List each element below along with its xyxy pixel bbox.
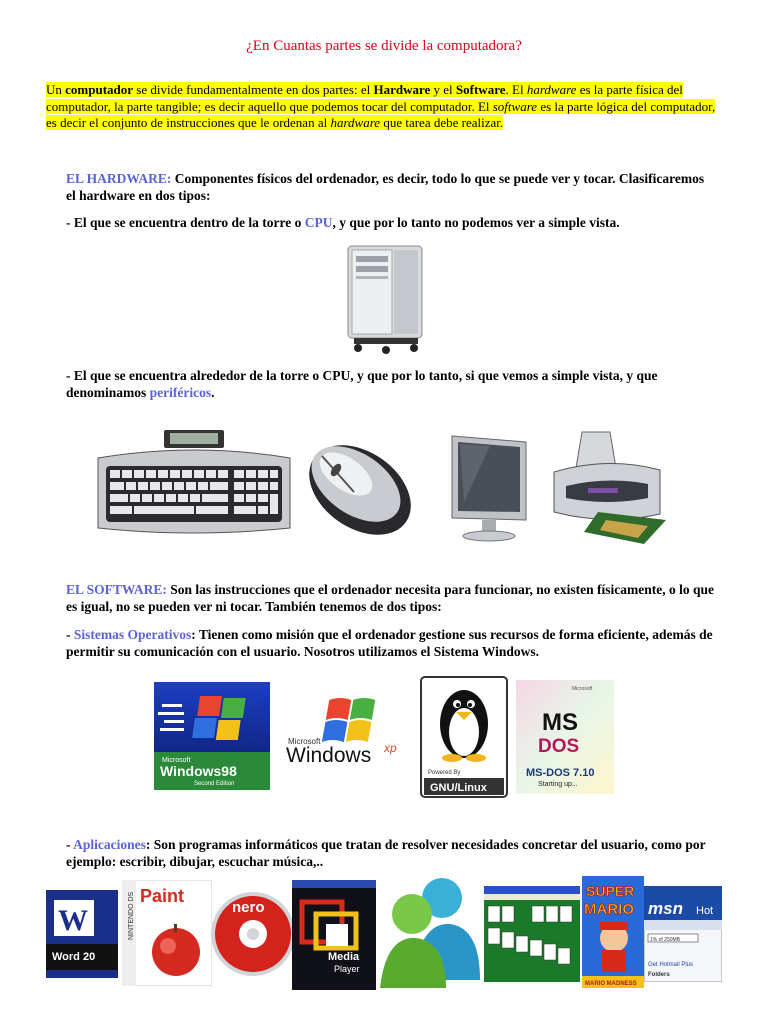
svg-text:GNU/Linux: GNU/Linux — [430, 782, 487, 794]
svg-text:W: W — [58, 904, 88, 937]
svg-text:Starting up...: Starting up... — [538, 781, 578, 788]
svg-text:Player: Player — [334, 964, 360, 974]
svg-text:Windows: Windows — [286, 744, 372, 767]
media-player-logo — [292, 880, 376, 990]
svg-text:msn: msn — [648, 899, 683, 918]
svg-text:DOS: DOS — [538, 736, 580, 757]
hardware-heading: EL HARDWARE: — [66, 171, 172, 186]
svg-text:MARIO MADNESS: MARIO MADNESS — [585, 981, 637, 987]
windowsxp-logo — [286, 690, 408, 770]
windows98-logo — [154, 682, 270, 790]
svg-text:Folders: Folders — [648, 972, 670, 978]
cpu-tower-image — [336, 240, 436, 356]
hardware-definition: EL HARDWARE: Componentes físicos del ordenador, es decir, todo lo que se puede ver y tocar. Clasificaremos el hardware en dos tipos: — [66, 171, 705, 203]
page-title: ¿En Cuantas partes se divide la computadora? — [246, 38, 522, 54]
msn-hotmail-window — [644, 886, 722, 982]
svg-text:Get Hotmail Plus: Get Hotmail Plus — [648, 962, 694, 968]
intro-paragraph: Un computador se divide fundamentalmente en dos partes: el Hardware y el Software. El hardware es la parte física del computador, la parte tangible; es decir aquello que podemos tocar del computador. El software es la parte lógica del computador, es decir el conjunto de instrucciones que le ordenan al hardware que tarea debe realizar. — [46, 82, 716, 130]
software-heading: EL SOFTWARE: — [66, 582, 167, 597]
svg-text:Microsoft: Microsoft — [572, 686, 593, 692]
cpu-link[interactable]: CPU — [304, 215, 333, 230]
svg-text:Word 20: Word 20 — [52, 951, 96, 963]
hardware-peripherals-item: - El que se encuentra alrededor de la torre o CPU, y que por lo tanto, si que vemos a simple vista, y que denominamos periféricos. — [66, 368, 658, 400]
svg-text:nero: nero — [232, 899, 265, 916]
svg-text:Second Edition: Second Edition — [194, 781, 235, 787]
svg-text:Powered By: Powered By — [428, 770, 461, 776]
word-logo — [46, 890, 118, 978]
operating-systems-item: - Sistemas Operativos: Tienen como misión que el ordenador gestione sus recursos de forma eficiente, además de permitir su comunicación con el usuario. Nosotros utilizamos el Sistema Windows. — [66, 627, 713, 659]
sistemas-operativos-link[interactable]: Sistemas Operativos — [73, 627, 192, 642]
super-mario-logo — [582, 876, 644, 988]
monitor-image — [446, 432, 532, 544]
svg-text:Windows98: Windows98 — [160, 763, 237, 779]
keyboard-image — [94, 428, 294, 540]
svg-text:MS: MS — [542, 709, 578, 736]
applications-item: - Aplicaciones: Son programas informáticos que tratan de resolver necesidades concretar del usuario, como por ejemplo: escribir, dibujar, escuchar música,.. — [66, 837, 706, 869]
software-definition: EL SOFTWARE: Son las instrucciones que el ordenador necesita para funcionar, no existen físicamente, o lo que es igual, no se pueden ver ni tocar. También tenemos de dos tipos: — [66, 582, 715, 614]
svg-text:Microsoft: Microsoft — [288, 737, 321, 746]
svg-text:MS-DOS 7.10: MS-DOS 7.10 — [526, 767, 595, 779]
svg-text:Microsoft: Microsoft — [162, 757, 191, 764]
msdos-logo — [516, 680, 614, 794]
svg-text:SUPER: SUPER — [586, 883, 635, 899]
messenger-logo — [376, 870, 484, 992]
svg-text:1% of 250MB: 1% of 250MB — [650, 937, 681, 943]
solitaire-window — [484, 886, 580, 982]
svg-text:Media: Media — [328, 951, 360, 963]
aplicaciones-link[interactable]: Aplicaciones — [73, 837, 146, 852]
nero-logo — [210, 882, 296, 986]
svg-text:xp: xp — [384, 741, 397, 755]
svg-text:Paint: Paint — [140, 886, 185, 906]
hardware-internal-item: - El que se encuentra dentro de la torre o CPU, y que por lo tanto no podemos ver a simple vista. — [66, 215, 620, 230]
svg-text:Hot: Hot — [696, 905, 714, 917]
mouse-image — [302, 434, 420, 546]
perifericos-link[interactable]: periféricos — [149, 385, 212, 400]
printer-image — [548, 428, 676, 546]
paint-ds-logo — [122, 880, 212, 986]
gnu-linux-logo — [420, 676, 508, 798]
svg-text:NINTENDO DS: NINTENDO DS — [128, 891, 135, 940]
svg-text:MARIO: MARIO — [584, 901, 634, 918]
